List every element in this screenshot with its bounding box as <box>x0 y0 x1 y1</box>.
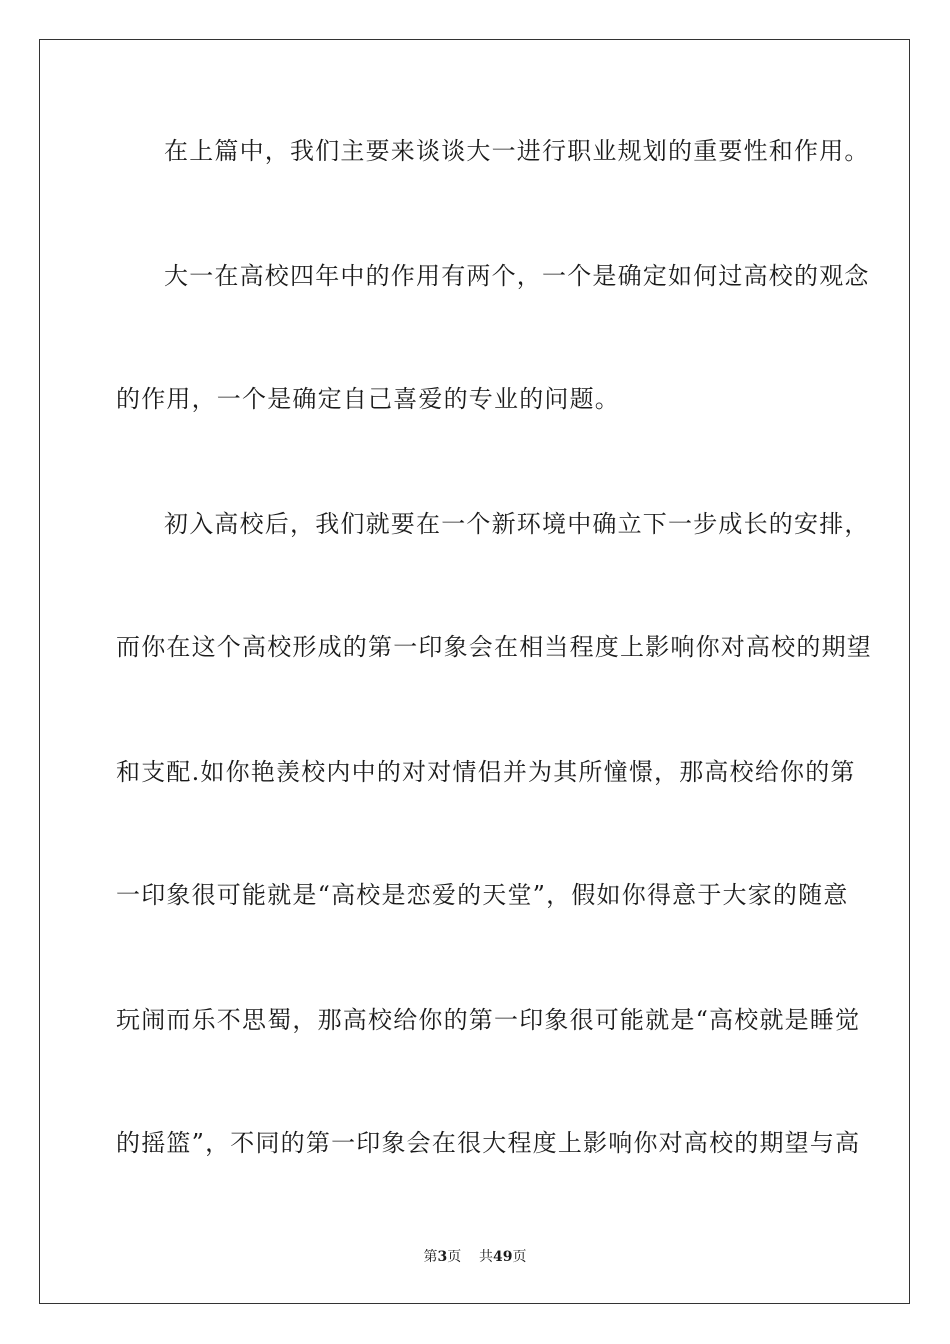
paragraph-line-3: 的作用，一个是确定自己喜爱的专业的问题。 <box>116 385 620 413</box>
total-suffix: 页 <box>512 1249 527 1265</box>
total-prefix: 共 <box>479 1249 494 1265</box>
page-footer <box>0 1248 950 1266</box>
page-suffix: 页 <box>447 1249 462 1265</box>
paragraph-line-6: 和支配.如你艳羡校内中的对对情侣并为其所憧憬，那高校给你的第 <box>116 758 856 786</box>
paragraph-line-5: 而你在这个高校形成的第一印象会在相当程度上影响你对高校的期望 <box>116 633 872 661</box>
page-number: 3 <box>437 1249 448 1265</box>
total-pages: 49 <box>493 1249 513 1265</box>
paragraph-line-2: 大一在高校四年中的作用有两个，一个是确定如何过高校的观念 <box>164 262 870 290</box>
page-border <box>39 39 910 1304</box>
paragraph-line-8: 玩闹而乐不思蜀，那高校给你的第一印象很可能就是“高校就是睡觉 <box>116 1006 861 1034</box>
paragraph-line-7: 一印象很可能就是“高校是恋爱的天堂”，假如你得意于大家的随意 <box>116 881 849 909</box>
paragraph-line-1: 在上篇中，我们主要来谈谈大一进行职业规划的重要性和作用。 <box>164 137 870 165</box>
paragraph-line-4: 初入高校后，我们就要在一个新环境中确立下一步成长的安排， <box>164 510 870 538</box>
paragraph-line-9: 的摇篮”，不同的第一印象会在很大程度上影响你对高校的期望与高 <box>116 1129 861 1157</box>
page-prefix: 第 <box>423 1249 438 1265</box>
